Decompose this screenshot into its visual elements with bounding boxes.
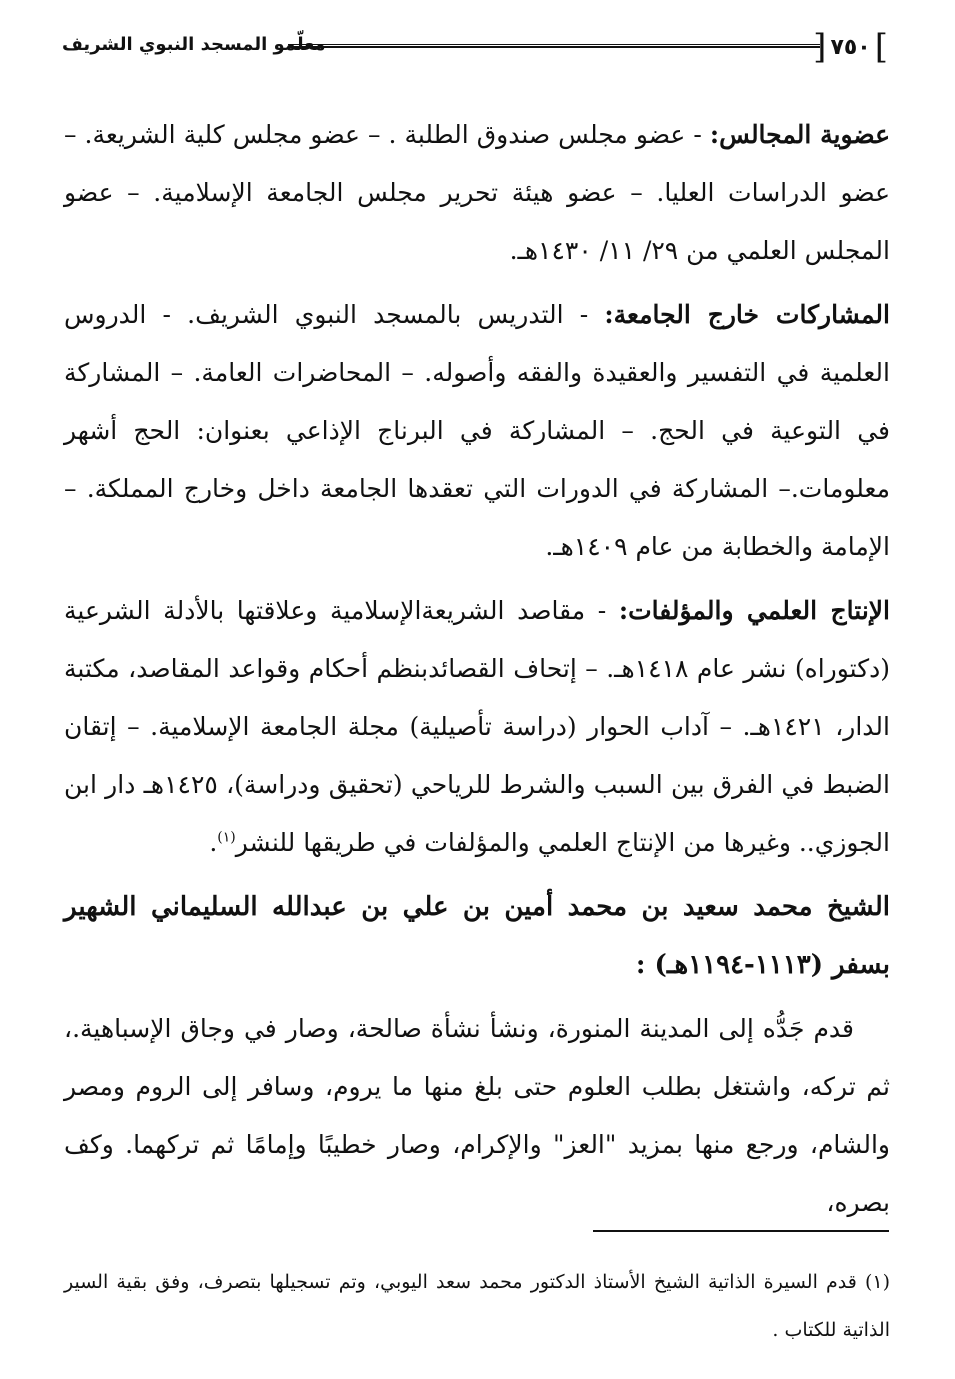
paragraph-publications	[64, 582, 890, 872]
biography-heading: الشيخ محمد سعيد بن محمد أمين بن علي بن عبدالله السليماني الشهير بسفر (١١١٣-١١٩٤هـ) :	[64, 892, 890, 980]
main-text	[64, 106, 890, 1238]
paragraph-end: .	[209, 828, 218, 857]
page-number-bracket-close: [	[813, 27, 827, 67]
page-header	[62, 28, 888, 68]
header-rule	[288, 44, 820, 48]
footnote-separator	[593, 1230, 889, 1232]
paragraph-external-participation	[64, 286, 890, 576]
page-number-bracket-open: ]	[874, 27, 888, 67]
running-title: معلّمو المسجد النبوي الشريف	[62, 34, 326, 55]
paragraph-lead: عضوية المجالس:	[709, 120, 890, 149]
paragraph-body: - التدريس بالمسجد النبوي الشريف. - الدروس العلمية في التفسير والعقيدة والفقه وأصوله. – المحاضرات العامة. – المشاركة في التوعية في الحج. – المشاركة في البرناج الإذاعي بعنوان: الحج أشهر معلومات.– المشاركة في الدورات التي تعقدها الجامعة داخل وخارج المملكة. – الإمامة والخطابة من عام ١٤٠٩هـ.	[64, 300, 890, 561]
paragraph-councils	[64, 106, 890, 280]
paragraph-body: - عضو مجلس صندوق الطلبة . – عضو مجلس كلية الشريعة. – عضو الدراسات العليا. – عضو هيئة تحرير مجلس الجامعة الإسلامية. – عضو المجلس العلمي من ٢٩/ ١١/ ١٤٣٠هـ.	[64, 120, 891, 265]
paragraph-lead: الإنتاج العلمي والمؤلفات:	[618, 596, 890, 625]
page-number: ٧٥٠	[830, 34, 871, 60]
page-number-box	[813, 27, 888, 67]
footnote: (١) قدم السيرة الذاتية الشيخ الأستاذ الدكتور محمد سعد اليوبي، وتم تسجيلها بتصرف، وفق بقية السير الذاتية للكتاب .	[64, 1271, 890, 1341]
paragraph-body: - مقاصد الشريعةالإسلامية وعلاقتها بالأدلة الشرعية (دكتوراه) نشر عام ١٤١٨هـ. – إتحاف القصائدبنظم أحكام وقواعد المقاصد، مكتبة الدار، ١٤٢١هـ. – آداب الحوار (دراسة تأصيلية) مجلة الجامعة الإسلامية. – إتقان الضبط في الفرق بين السبب والشرط للرياحي (تحقيق ودراسة)، ١٤٢٥هـ دار ابن الجوزي.. وغيرها من الإنتاج العلمي والمؤلفات في طريقها للنشر	[64, 596, 890, 857]
paragraph-lead: المشاركات خارج الجامعة:	[604, 300, 890, 329]
footnote-reference: (١)	[217, 829, 236, 846]
paragraph-biography: قدم جَدُّه إلى المدينة المنورة، ونشأ نشأة صالحة، وصار في وجاق الإسباهية.، ثم تركه، واشتغل بطلب العلوم حتى بلغ منها ما يروم، وسافر إلى الروم ومصر والشام، ورجع منها بمزيد "العز" والإكرام، وصار خطيبًا وإمامًا ثم تركهما. وكف بصره،	[64, 1014, 890, 1217]
